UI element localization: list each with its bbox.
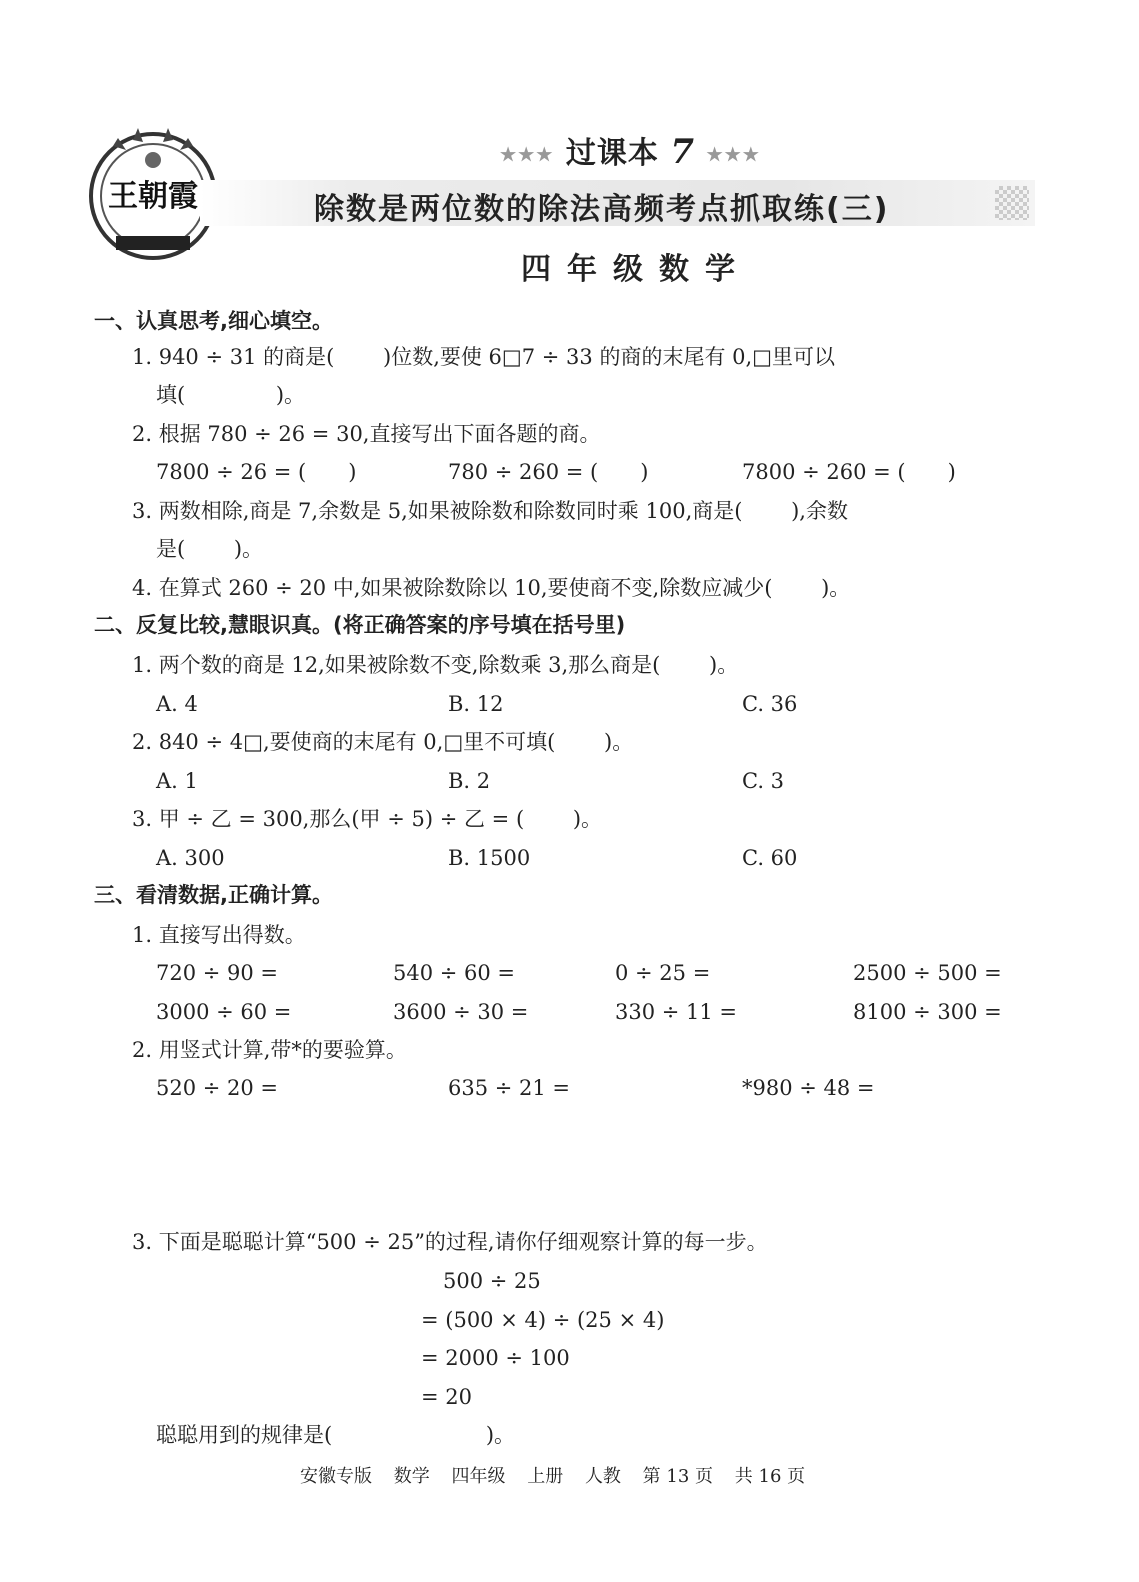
- s1-q2-line1: 2. 根据 780 ÷ 26 = 30,直接写出下面各题的商。: [132, 422, 601, 446]
- s2-q2-option-a: A. 1: [156, 769, 198, 793]
- footer-total: 共 16 页: [734, 1466, 806, 1487]
- s1-q2-b: 780 ÷ 260 = ( ): [448, 460, 649, 484]
- s3-q2-item1: 520 ÷ 20 =: [156, 1076, 279, 1100]
- s2-q3-option-c: C. 60: [742, 846, 798, 870]
- s1-q3-line2: 是( )。: [156, 537, 264, 561]
- s2-q2-option-c: C. 3: [742, 769, 785, 793]
- footer-grade: 四年级: [451, 1466, 506, 1487]
- s2-q3-option-b: B. 1500: [448, 846, 531, 870]
- grade-title: 四年级数学: [521, 252, 751, 287]
- s2-q2: 2. 840 ÷ 4□,要使商的末尾有 0,□里不可填( )。: [132, 730, 634, 754]
- footer-publisher: 人教: [584, 1466, 621, 1487]
- s2-q1-option-b: B. 12: [448, 692, 504, 716]
- s2-q2-option-b: B. 2: [448, 769, 491, 793]
- s3-q3-step2: = (500 × 4) ÷ (25 × 4): [421, 1308, 665, 1332]
- stars-right: ★★★: [706, 144, 761, 166]
- s2-q1-option-c: C. 36: [742, 692, 798, 716]
- s3-q1-r1-c3: 0 ÷ 25 =: [615, 961, 711, 985]
- s1-q3-line1: 3. 两数相除,商是 7,余数是 5,如果被除数和除数同时乘 100,商是( ),余数: [132, 499, 848, 523]
- s3-q3-rule: 聪聪用到的规律是( )。: [156, 1423, 516, 1447]
- s3-q3-step1: 500 ÷ 25: [443, 1269, 541, 1293]
- s1-q2-c: 7800 ÷ 260 = ( ): [742, 460, 956, 484]
- footer-subject: 数学: [393, 1466, 430, 1487]
- s2-q1: 1. 两个数的商是 12,如果被除数不变,除数乘 3,那么商是( )。: [132, 653, 739, 677]
- s3-q1-r1-c1: 720 ÷ 90 =: [156, 961, 279, 985]
- section3-title: 三、看清数据,正确计算。: [94, 883, 333, 907]
- s1-q1-line1: 1. 940 ÷ 31 的商是( )位数,要使 6□7 ÷ 33 的商的末尾有 0,□里可以: [132, 345, 836, 369]
- s3-q3: 3. 下面是聪聪计算“500 ÷ 25”的过程,请你仔细观察计算的每一步。: [132, 1230, 768, 1254]
- s3-q2: 2. 用竖式计算,带*的要验算。: [132, 1038, 407, 1062]
- s3-q1-r1-c2: 540 ÷ 60 =: [393, 961, 516, 985]
- s1-q1-line2: 填( )。: [156, 383, 306, 407]
- s3-q3-step4: = 20: [421, 1385, 472, 1409]
- s3-q1-r1-c4: 2500 ÷ 500 =: [853, 961, 1002, 985]
- stars-left: ★★★: [500, 144, 555, 166]
- s1-q4: 4. 在算式 260 ÷ 20 中,如果被除数除以 10,要使商不变,除数应减少( )。: [132, 576, 851, 600]
- section2-title: 二、反复比较,慧眼识真。(将正确答案的序号填在括号里): [94, 613, 626, 637]
- section1-title: 一、认真思考,细心填空。: [94, 309, 333, 333]
- s3-q3-step3: = 2000 ÷ 100: [421, 1346, 570, 1370]
- footer-volume: 上册: [527, 1466, 564, 1487]
- page-footer: [300, 1462, 821, 1488]
- s3-q1: 1. 直接写出得数。: [132, 923, 306, 947]
- s3-q1-r2-c2: 3600 ÷ 30 =: [393, 1000, 529, 1024]
- s2-q1-option-a: A. 4: [156, 692, 198, 716]
- s2-q3: 3. 甲 ÷ 乙 = 300,那么(甲 ÷ 5) ÷ 乙 = ( )。: [132, 807, 603, 831]
- footer-page: 第 13 页: [642, 1466, 714, 1487]
- checker-decoration: [995, 186, 1029, 220]
- footer-edition: 安徽专版: [300, 1466, 372, 1487]
- s1-q2-a: 7800 ÷ 26 = ( ): [156, 460, 357, 484]
- s3-q1-r2-c3: 330 ÷ 11 =: [615, 1000, 738, 1024]
- s3-q1-r2-c4: 8100 ÷ 300 =: [853, 1000, 1002, 1024]
- page-subtitle: 除数是两位数的除法高频考点抓取练(三): [314, 192, 890, 227]
- svg-text:王朝霞: 王朝霞: [108, 179, 198, 214]
- s2-q3-option-a: A. 300: [156, 846, 225, 870]
- s3-q2-item2: 635 ÷ 21 =: [448, 1076, 571, 1100]
- course-number: 7: [670, 132, 695, 172]
- s3-q1-r2-c1: 3000 ÷ 60 =: [156, 1000, 292, 1024]
- course-label: [500, 128, 761, 172]
- course-title: 过课本: [565, 136, 659, 171]
- s3-q2-item3: *980 ÷ 48 =: [742, 1076, 875, 1100]
